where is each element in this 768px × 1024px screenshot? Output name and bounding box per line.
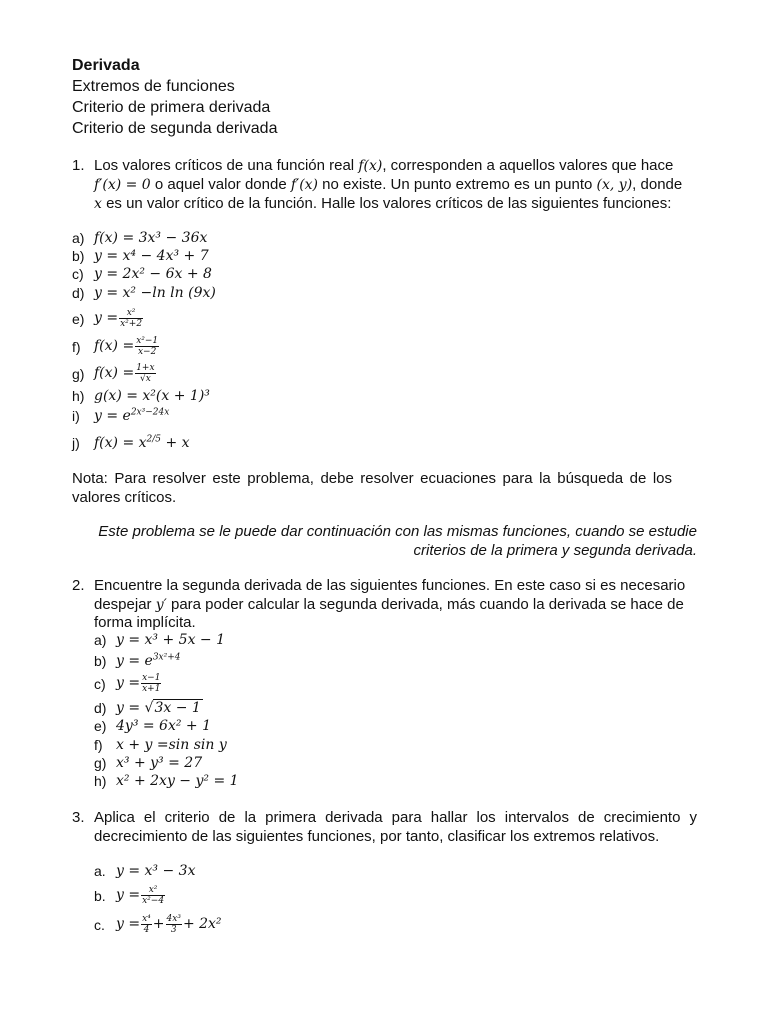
item-label: c. bbox=[94, 917, 105, 933]
item-label: e) bbox=[72, 311, 85, 327]
remark-paragraph: Este problema se le puede dar continuación con las mismas funciones, cuando se estudie criterios de la primera y segunda derivada. bbox=[98, 523, 697, 559]
function-expression: $y = e^{2x^3-24x}$ bbox=[94, 407, 170, 424]
function-expression: y = √3x − 1 bbox=[116, 700, 201, 716]
function-expression: y = $\frac{x-1}{x+1}$ bbox=[116, 672, 161, 694]
problem-2-line1: Encuentre la segunda derivada de las siguientes funciones. En este caso si es necesario bbox=[94, 577, 686, 594]
function-expression: y = x³ + 5x − 1 bbox=[116, 632, 226, 648]
function-expression: $y = e^{3x^2+4}$ bbox=[116, 652, 181, 669]
item-label: b) bbox=[94, 653, 107, 669]
problem-3-number: 3. bbox=[72, 809, 85, 826]
doc-subtitle-segunda: Criterio de segunda derivada bbox=[72, 120, 278, 137]
function-expression: f(x) = 3x³ − 36x bbox=[94, 230, 208, 246]
function-expression: y = $\frac{\text{x⁴}}{4}$ + $\frac{\text{4x³}}{3}$ + 2x² bbox=[116, 913, 222, 935]
function-expression: x² + 2xy − y² = 1 bbox=[116, 773, 239, 789]
problem-1-number: 1. bbox=[72, 157, 85, 174]
problem-2-line3: forma implícita. bbox=[94, 614, 196, 631]
problem-3-intro: Aplica el criterio de la primera derivada para hallar los intervalos de crecimiento y decrecimiento de las siguientes funciones, por tanto, clasificar los extremos relativos. bbox=[94, 809, 697, 845]
problem-1-line2: f′(x) = 0 o aquel valor donde f′(x) no existe. Un punto extremo es un punto (x, y), donde bbox=[94, 176, 683, 193]
item-label: g) bbox=[94, 755, 107, 771]
function-expression: f(x) = $\frac{1+x}{√x}$ bbox=[94, 362, 155, 384]
item-label: h) bbox=[94, 773, 107, 789]
item-label: f) bbox=[94, 737, 103, 753]
function-expression: g(x) = x²(x + 1)³ bbox=[94, 388, 210, 404]
function-expression: $f(x) = x^{2/5} + x$ bbox=[94, 434, 190, 451]
doc-title: Derivada bbox=[72, 57, 140, 74]
function-expression: y = $\frac{\text{x²}}{\text{x²+2}}$ bbox=[94, 307, 143, 329]
problem-1-line3: x es un valor crítico de la función. Halle los valores críticos de las siguientes funciones: bbox=[94, 195, 672, 212]
function-expression: y = $\frac{\text{x²}}{\text{x²−4}}$ bbox=[116, 884, 165, 906]
item-label: c) bbox=[94, 676, 106, 692]
item-label: f) bbox=[72, 339, 81, 355]
item-label: c) bbox=[72, 266, 84, 282]
function-expression: y = x⁴ − 4x³ + 7 bbox=[94, 248, 209, 264]
doc-subtitle-extremos: Extremos de funciones bbox=[72, 78, 235, 95]
item-label: d) bbox=[94, 700, 107, 716]
function-expression: x + y =sin sin y bbox=[116, 737, 227, 753]
item-label: d) bbox=[72, 285, 85, 301]
item-label: a. bbox=[94, 863, 106, 879]
problem-1-line1: Los valores críticos de una función real f(x), corresponden a aquellos valores que hace bbox=[94, 157, 674, 174]
item-label: e) bbox=[94, 718, 107, 734]
item-label: g) bbox=[72, 366, 85, 382]
item-label: a) bbox=[94, 632, 107, 648]
function-expression: x³ + y³ = 27 bbox=[116, 755, 203, 771]
function-expression: f(x) = $\frac{\text{x²−1}}{x-2}$ bbox=[94, 335, 159, 357]
item-label: b. bbox=[94, 888, 106, 904]
item-label: i) bbox=[72, 408, 80, 424]
function-expression: y = x² −ln ln (9x) bbox=[94, 285, 216, 301]
note-paragraph: Nota: Para resolver este problema, debe resolver ecuaciones para la búsqueda de los valores críticos. bbox=[72, 470, 672, 506]
function-expression: y = x³ − 3x bbox=[116, 863, 196, 879]
item-label: b) bbox=[72, 248, 85, 264]
function-expression: y = 2x² − 6x + 8 bbox=[94, 266, 212, 282]
problem-2-number: 2. bbox=[72, 577, 85, 594]
item-label: a) bbox=[72, 230, 85, 246]
doc-subtitle-primera: Criterio de primera derivada bbox=[72, 99, 271, 116]
function-expression: 4y³ = 6x² + 1 bbox=[116, 718, 212, 734]
item-label: h) bbox=[72, 388, 85, 404]
problem-2-line2: despejar y′ para poder calcular la segunda derivada, más cuando la derivada se hace de bbox=[94, 596, 684, 613]
item-label: j) bbox=[72, 435, 80, 451]
